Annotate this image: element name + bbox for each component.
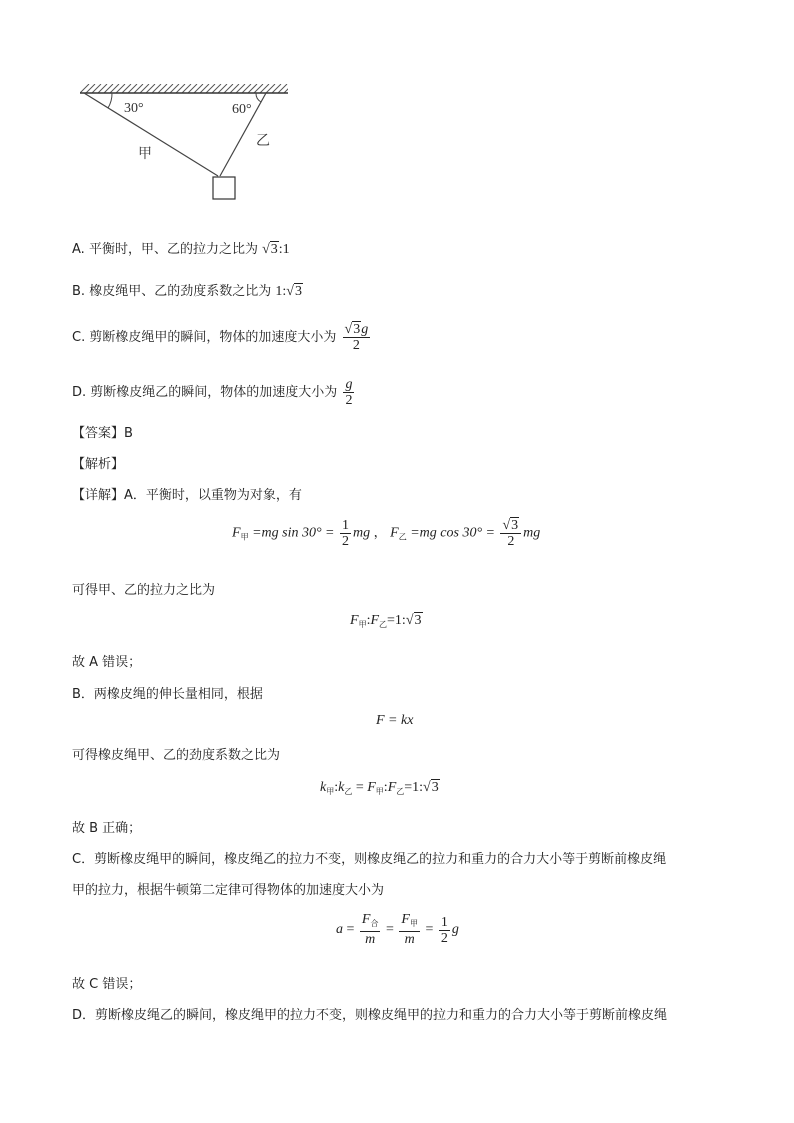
angle-arc-right	[256, 93, 261, 102]
ratio-intro: 可得甲、乙的拉力之比为	[72, 583, 216, 598]
angle-label-right: 60°	[232, 102, 252, 117]
rope-jia	[84, 93, 218, 176]
b-conclusion: 故 B 正确；	[72, 821, 142, 836]
option-a: A. 平衡时，甲、乙的拉力之比为 √3:1	[72, 242, 290, 257]
option-b: B. 橡皮绳甲、乙的劲度系数之比为 1:√3	[72, 284, 302, 299]
answer-line: 【答案】B	[72, 426, 133, 441]
angle-label-left: 30°	[124, 101, 144, 116]
c-conclusion: 故 C 错误；	[72, 977, 142, 992]
equation-hooke: F = kx	[376, 713, 414, 728]
label-jia: 甲	[138, 146, 152, 162]
c-line2: 甲的拉力，根据牛顿第二定律可得物体的加速度大小为	[72, 883, 385, 898]
ceiling-hatch	[80, 84, 293, 93]
equation-forces: $F_甲 =mg$ sin 30° = $\frac{1}{2}$ mg ， $F_乙 =mg$ cos 30° = $\frac{√3}{2}$ mg	[232, 518, 541, 549]
option-c: C. 剪断橡皮绳甲的瞬间，物体的加速度大小为 $\frac{√3g}{2}$	[72, 322, 369, 353]
a-conclusion: 故 A 错误；	[72, 655, 142, 670]
angle-arc-left	[108, 93, 112, 108]
equation-acceleration: a = $\frac{F_合}{m}$ = $\frac{F_甲}{m}$ = $\frac{1}{2}$ g	[336, 912, 459, 947]
option-d: D. 剪断橡皮绳乙的瞬间，物体的加速度大小为 $\frac{g}{2}$	[72, 377, 353, 408]
equation-k-ratio: $k_甲:k_乙$ = $F_甲:F_乙=1:√3$	[320, 780, 439, 796]
b-ratio-intro: 可得橡皮绳甲、乙的劲度系数之比为	[72, 748, 281, 763]
b-intro: B．两橡皮绳的伸长量相同，根据	[72, 687, 263, 702]
analysis-tag: 【解析】	[72, 457, 125, 472]
hanging-block	[213, 177, 235, 199]
label-yi: 乙	[256, 133, 270, 149]
equation-force-ratio: $F_甲:F_乙=1:√3$	[350, 613, 422, 629]
detail-intro: 【详解】A．平衡时，以重物为对象，有	[72, 488, 302, 503]
d-line1: D．剪断橡皮绳乙的瞬间，橡皮绳甲的拉力不变，则橡皮绳甲的拉力和重力的合力大小等于剪断前橡皮绳	[72, 1008, 668, 1023]
c-line1: C．剪断橡皮绳甲的瞬间，橡皮绳乙的拉力不变，则橡皮绳乙的拉力和重力的合力大小等于剪断前橡皮绳	[72, 852, 667, 867]
physics-diagram	[70, 80, 300, 210]
